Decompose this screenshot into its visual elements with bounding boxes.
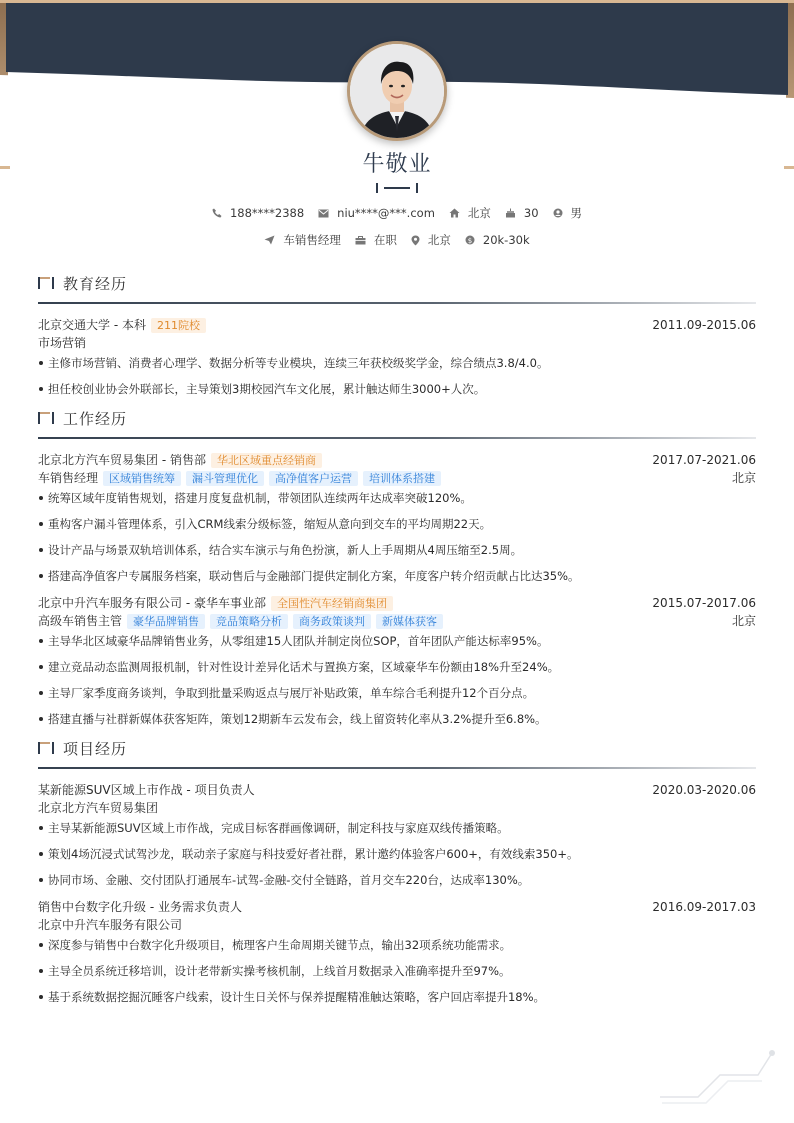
target-position-text: 车销售经理 bbox=[283, 233, 341, 247]
project-name: 某新能源SUV区域上市作战 - 项目负责人 bbox=[38, 783, 255, 797]
work-location: 北京 bbox=[731, 614, 756, 628]
education-entry bbox=[38, 316, 756, 397]
skill-tag: 豪华品牌销售 bbox=[127, 614, 205, 629]
age-item bbox=[505, 206, 539, 220]
contact-info-row bbox=[0, 205, 794, 221]
job-intent-row bbox=[0, 232, 794, 248]
phone-icon bbox=[212, 208, 222, 218]
status-item bbox=[355, 232, 397, 248]
skill-tag: 商务政策谈判 bbox=[293, 614, 371, 629]
work-date: 2017.07-2021.06 bbox=[652, 453, 756, 467]
section-header bbox=[38, 272, 756, 294]
location-pin-icon bbox=[411, 235, 420, 246]
avatar-photo bbox=[347, 41, 447, 141]
bullet-item: 建立竞品动态监测周报机制，针对性设计差异化话术与置换方案，区域豪华车份额由18%升至24%。 bbox=[38, 659, 756, 675]
skill-tag: 区域销售统筹 bbox=[103, 471, 181, 486]
section-divider bbox=[38, 302, 756, 304]
bullet-item: 搭建直播与社群新媒体获客矩阵，策划12期新车云发布会，线上留资转化率从3.2%提升至6.8%。 bbox=[38, 711, 756, 727]
job-role: 车销售经理 bbox=[38, 471, 99, 485]
work-bullets bbox=[38, 633, 756, 727]
bullet-item: 担任校创业协会外联部长，主导策划3期校园汽车文化展，累计触达师生3000+人次。 bbox=[38, 381, 756, 397]
briefcase-icon bbox=[355, 236, 366, 245]
bullet-item: 设计产品与场景双轨培训体系，结合实车演示与角色扮演，新人上手周期从4周压缩至2.5周。 bbox=[38, 542, 756, 558]
company-name: 北京北方汽车贸易集团 - 销售部 bbox=[38, 453, 206, 467]
project-entry bbox=[38, 781, 756, 888]
email-item bbox=[318, 206, 435, 220]
project-bullets bbox=[38, 937, 756, 1005]
salary-item bbox=[465, 233, 530, 247]
work-entry bbox=[38, 451, 756, 584]
project-org: 北京中升汽车服务有限公司 bbox=[38, 918, 183, 932]
work-date: 2015.07-2017.06 bbox=[652, 596, 756, 610]
work-bullets bbox=[38, 490, 756, 584]
bullet-item: 主导某新能源SUV区域上市作战，完成目标客群画像调研，制定科技与家庭双线传播策略。 bbox=[38, 820, 756, 836]
company-tag: 华北区域重点经销商 bbox=[211, 453, 322, 468]
section-marker-icon bbox=[38, 741, 56, 755]
bullet-item: 主导华北区域豪华品牌销售业务，从零组建15人团队并制定岗位SOP，首年团队产能达标率95%。 bbox=[38, 633, 756, 649]
bullet-item: 协同市场、金融、交付团队打通展车-试驾-金融-交付全链路，首月交车220台，达成率130%。 bbox=[38, 872, 756, 888]
section-title: 工作经历 bbox=[63, 409, 128, 428]
skill-tag: 漏斗管理优化 bbox=[186, 471, 264, 486]
section-header bbox=[38, 407, 756, 429]
bullet-item: 重构客户漏斗管理体系，引入CRM线索分级标签，缩短从意向到交车的平均周期22天。 bbox=[38, 516, 756, 532]
city-text: 北京 bbox=[467, 206, 491, 220]
section-marker-icon bbox=[38, 276, 56, 290]
skill-tag: 竞品策略分析 bbox=[210, 614, 288, 629]
gender-icon bbox=[553, 208, 563, 218]
school-name: 北京交通大学 - 本科 bbox=[38, 318, 146, 332]
project-date: 2016.09-2017.03 bbox=[652, 900, 756, 914]
candidate-name: 牛敬业 bbox=[362, 152, 432, 177]
bullet-item: 基于系统数据挖掘沉睡客户线索，设计生日关怀与保养提醒精准触达策略，客户回店率提升18%。 bbox=[38, 989, 756, 1005]
bullet-item: 统筹区域年度销售规划，搭建月度复盘机制，带领团队连续两年达成率突破120%。 bbox=[38, 490, 756, 506]
svg-text:$: $ bbox=[467, 236, 473, 245]
education-date: 2011.09-2015.06 bbox=[652, 318, 756, 332]
target-city-text: 北京 bbox=[427, 233, 451, 247]
section-title: 教育经历 bbox=[63, 274, 128, 293]
home-icon bbox=[449, 208, 460, 218]
project-bullets bbox=[38, 820, 756, 888]
status-text: 在职 bbox=[373, 233, 397, 247]
gender-text: 男 bbox=[570, 206, 583, 220]
project-entry bbox=[38, 898, 756, 1005]
salary-text: 20k-30k bbox=[482, 233, 530, 247]
bullet-item: 主导厂家季度商务谈判，争取到批量采购返点与展厅补贴政策，单车综合毛利提升12个百分点。 bbox=[38, 685, 756, 701]
gender-item bbox=[553, 205, 583, 221]
age-text: 30 bbox=[523, 206, 539, 220]
section-divider bbox=[38, 767, 756, 769]
target-position-item bbox=[264, 232, 341, 248]
work-location: 北京 bbox=[731, 471, 756, 485]
company-tag: 全国性汽车经销商集团 bbox=[271, 596, 393, 611]
bullet-item: 主导全员系统迁移培训，设计老带新实操考核机制，上线首月数据录入准确率提升至97%。 bbox=[38, 963, 756, 979]
project-date: 2020.03-2020.06 bbox=[652, 783, 756, 797]
section-divider bbox=[38, 437, 756, 439]
section-title: 项目经历 bbox=[63, 739, 128, 758]
name-divider bbox=[376, 183, 418, 193]
money-icon bbox=[465, 235, 475, 245]
email-text: niu****@***.com bbox=[337, 206, 435, 220]
projects-section bbox=[38, 737, 756, 1005]
school-tag: 211院校 bbox=[151, 318, 206, 333]
education-bullets bbox=[38, 355, 756, 397]
education-section bbox=[38, 272, 756, 397]
city-item bbox=[449, 205, 491, 221]
send-icon bbox=[264, 235, 275, 245]
section-header bbox=[38, 737, 756, 759]
job-role: 高级车销售主管 bbox=[38, 614, 123, 628]
bullet-item: 深度参与销售中台数字化升级项目，梳理客户生命周期关键节点，输出32项系统功能需求。 bbox=[38, 937, 756, 953]
skill-tag: 新媒体获客 bbox=[376, 614, 443, 629]
section-marker-icon bbox=[38, 411, 56, 425]
work-entry bbox=[38, 594, 756, 727]
bullet-item: 策划4场沉浸式试驾沙龙，联动亲子家庭与科技爱好者社群，累计邀约体验客户600+，有效线索350+。 bbox=[38, 846, 756, 862]
resume-body bbox=[38, 272, 756, 1015]
target-city-item bbox=[411, 232, 451, 248]
major: 市场营销 bbox=[38, 336, 87, 350]
skill-tag: 高净值客户运营 bbox=[269, 471, 358, 486]
phone-text: 188****2388 bbox=[229, 206, 305, 220]
company-name: 北京中升汽车服务有限公司 - 豪华车事业部 bbox=[38, 596, 266, 610]
project-org: 北京北方汽车贸易集团 bbox=[38, 801, 159, 815]
work-section bbox=[38, 407, 756, 727]
phone-item bbox=[212, 206, 304, 220]
mail-icon bbox=[318, 209, 329, 218]
project-name: 销售中台数字化升级 - 业务需求负责人 bbox=[38, 900, 242, 914]
bullet-item: 主修市场营销、消费者心理学、数据分析等专业模块，连续三年获校级奖学金，综合绩点3.8/4.0。 bbox=[38, 355, 756, 371]
bullet-item: 搭建高净值客户专属服务档案，联动售后与金融部门提供定制化方案，年度客户转介绍贡献占比达35%。 bbox=[38, 568, 756, 584]
skill-tag: 培训体系搭建 bbox=[363, 471, 441, 486]
cake-icon bbox=[505, 208, 516, 218]
corner-decoration bbox=[658, 1047, 778, 1107]
